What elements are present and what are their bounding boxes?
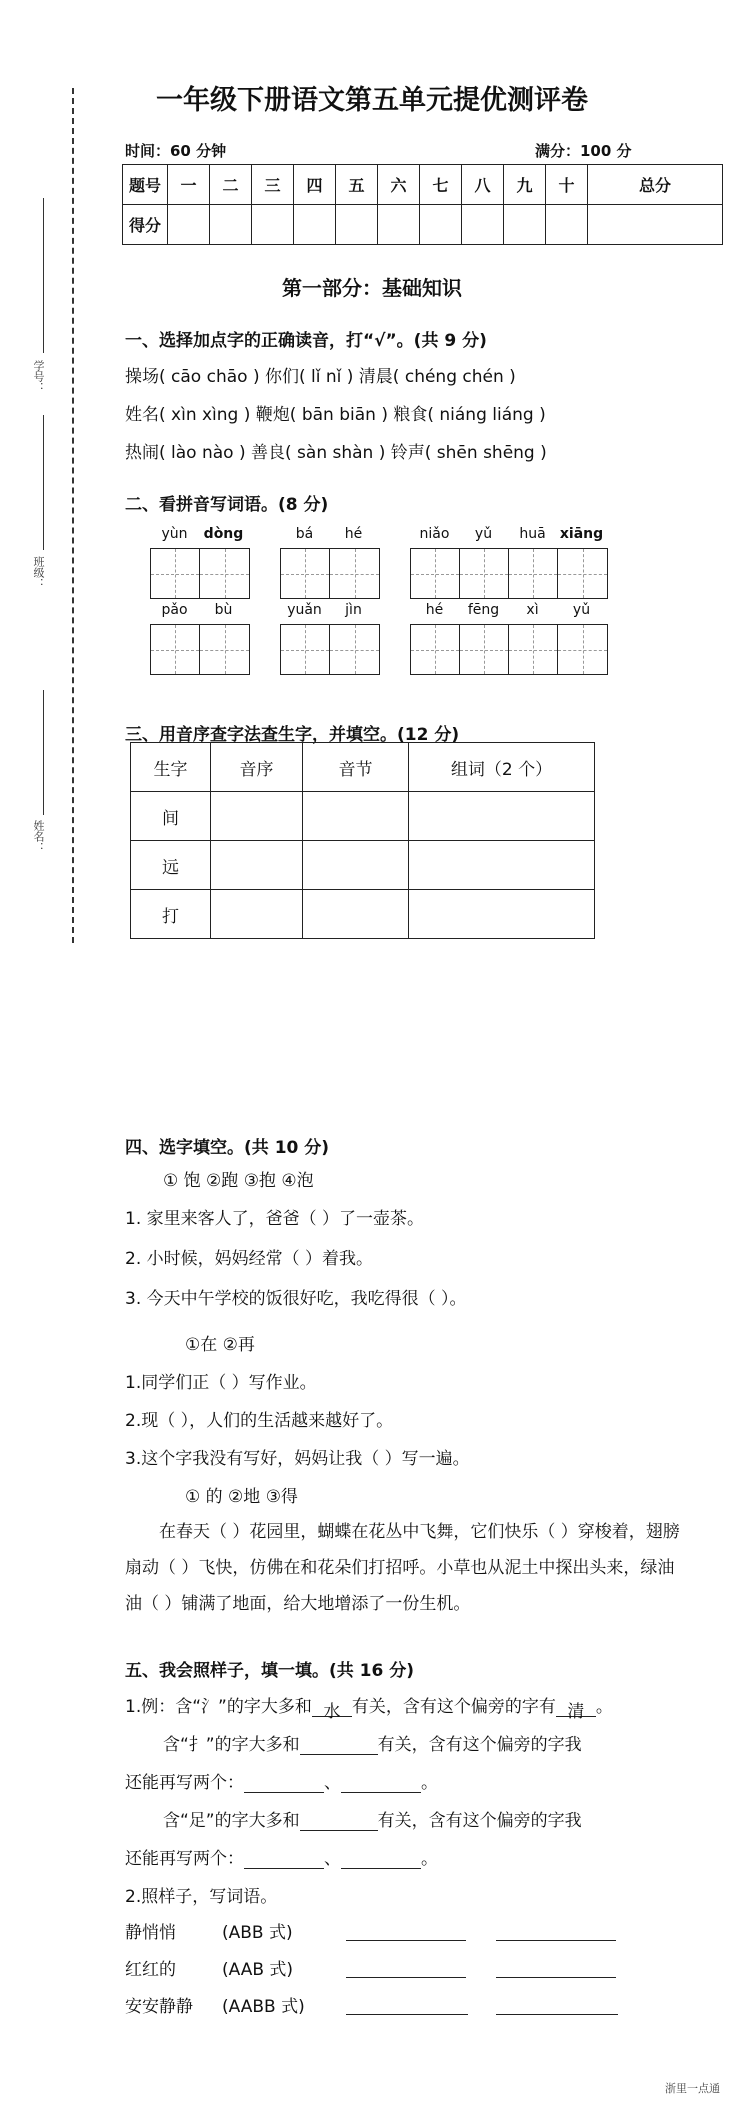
pinyin-row-2 [150, 602, 608, 675]
writing-box[interactable] [200, 549, 249, 598]
q5-text: 1.例：含“氵”的字大多和 [125, 1697, 312, 1717]
q4-sentence: 3.这个字我没有写好，妈妈让我（ ）写一遍。 [125, 1449, 470, 1469]
lookup-header-row [131, 743, 595, 792]
answer-line[interactable] [496, 1977, 616, 1978]
pinyin-text: hé [425, 602, 444, 618]
writing-box[interactable] [460, 549, 509, 598]
answer-cell[interactable] [409, 890, 595, 939]
lookup-row [131, 841, 595, 890]
pinyin-row-1 [150, 526, 608, 599]
writing-box[interactable] [509, 625, 558, 674]
answer-cell[interactable] [211, 890, 303, 939]
page-title: 一年级下册语文第五单元提优测评卷 [156, 85, 588, 116]
score-header-cell: 四 [294, 165, 336, 205]
answer-line[interactable] [496, 1940, 616, 1941]
q4-paragraph: 在春天（ ）花园里，蝴蝶在花丛中飞舞，它们快乐（ ）穿梭着，翅膀扇动（ ）飞快，仿佛在和花朵们打招呼。小草也从泥土中探出头来，绿油油（ ）铺满了地面，给大地增添了一份生机。 [125, 1522, 680, 1614]
pinyin-text: huā [519, 526, 546, 542]
part1-heading: 第一部分：基础知识 [282, 276, 462, 300]
writing-box[interactable] [509, 549, 558, 598]
q1-row: 姓名( xìn xìng ) 鞭炮( bān biān ) 粮食( niáng liáng ) [125, 405, 546, 425]
word-pattern: (AABB 式) [222, 1997, 305, 2017]
answer-cell[interactable] [303, 890, 409, 939]
name-label: 姓名： [32, 820, 45, 853]
lookup-row [131, 890, 595, 939]
lookup-table [130, 742, 595, 939]
writing-box[interactable] [200, 625, 249, 674]
pinyin-text: yǔ [474, 526, 493, 542]
pinyin-word [280, 526, 380, 599]
answer-blank[interactable] [244, 1773, 324, 1793]
q4-sentence: 2. 小时候，妈妈经常（ ）着我。 [125, 1249, 374, 1269]
pinyin-text: pǎo [161, 602, 188, 618]
q5-line [125, 1768, 438, 1793]
writing-box[interactable] [330, 549, 379, 598]
score-header-cell: 三 [252, 165, 294, 205]
answer-line[interactable] [496, 2014, 618, 2015]
answer-cell[interactable] [303, 841, 409, 890]
example-answer: 清 [556, 1697, 596, 1717]
answer-blank[interactable] [300, 1811, 378, 1831]
lookup-header: 音节 [303, 743, 409, 792]
example-word: 安安静静 [125, 1997, 193, 2017]
pinyin-text: dòng [203, 526, 244, 542]
writing-box[interactable] [460, 625, 509, 674]
score-header-cell: 八 [462, 165, 504, 205]
answer-line[interactable] [346, 1977, 466, 1978]
q4-options: ①在 ②再 [185, 1335, 255, 1355]
q5-sub-title: 2.照样子，写词语。 [125, 1887, 278, 1907]
pinyin-word [150, 526, 250, 599]
lookup-char: 间 [131, 792, 211, 841]
answer-cell[interactable] [409, 792, 595, 841]
answer-blank[interactable] [300, 1735, 378, 1755]
pinyin-word [280, 602, 380, 675]
example-answer: 水 [312, 1697, 352, 1717]
writing-box[interactable] [558, 549, 607, 598]
pinyin-text: yǔ [572, 602, 591, 618]
q5-text: 还能再写两个： [125, 1849, 244, 1869]
q5-line [125, 1844, 438, 1869]
class-line[interactable] [43, 415, 44, 550]
answer-cell[interactable] [303, 792, 409, 841]
q4-options: ① 饱 ②跑 ③抱 ④泡 [163, 1171, 314, 1191]
answer-blank[interactable] [341, 1849, 421, 1869]
q4-sentence: 1.同学们正（ ）写作业。 [125, 1373, 317, 1393]
pinyin-text: fēng [467, 602, 500, 618]
pinyin-word [150, 602, 250, 675]
example-word: 静悄悄 [125, 1923, 176, 1943]
q5-line [163, 1806, 582, 1831]
q5-text: 含“扌”的字大多和 [163, 1735, 300, 1755]
answer-blank[interactable] [341, 1773, 421, 1793]
lookup-char: 远 [131, 841, 211, 890]
pinyin-text: yuǎn [287, 602, 322, 618]
q4-sentence: 1. 家里来客人了，爸爸（ ）了一壶茶。 [125, 1209, 425, 1229]
q4-sentence: 3. 今天中午学校的饭很好吃，我吃得很（ ）。 [125, 1289, 467, 1309]
full-score: 满分：100 分 [535, 142, 632, 160]
lookup-char: 打 [131, 890, 211, 939]
pinyin-text: bá [295, 526, 314, 542]
score-cell[interactable] [252, 205, 294, 245]
writing-box[interactable] [151, 625, 200, 674]
pinyin-text: hé [344, 526, 363, 542]
score-header-cell: 九 [504, 165, 546, 205]
answer-blank[interactable] [244, 1849, 324, 1869]
q4-sentence: 2.现（ ），人们的生活越来越好了。 [125, 1411, 394, 1431]
answer-line[interactable] [346, 1940, 466, 1941]
name-line[interactable] [43, 690, 44, 815]
pinyin-text: xì [526, 602, 539, 618]
writing-box[interactable] [558, 625, 607, 674]
pinyin-word [410, 526, 608, 599]
writing-box[interactable] [330, 625, 379, 674]
q5-text: 、 [324, 1773, 341, 1793]
score-value-row [123, 205, 723, 245]
q4-options: ① 的 ②地 ③得 [185, 1487, 298, 1507]
q3-title: 三、用音序查字法查生字，并填空。(12 分) [125, 725, 460, 745]
score-cell[interactable] [336, 205, 378, 245]
word-pattern: (ABB 式) [222, 1923, 293, 1943]
q2-title: 二、看拼音写词语。(8 分) [125, 495, 329, 515]
score-cell[interactable] [294, 205, 336, 245]
example-word: 红红的 [125, 1960, 176, 1980]
binding-dash-line [72, 88, 74, 943]
lookup-header: 音序 [211, 743, 303, 792]
q5-title: 五、我会照样子，填一填。(共 16 分) [125, 1661, 415, 1681]
pinyin-text: bù [214, 602, 233, 618]
score-table [122, 164, 723, 245]
score-cell[interactable] [504, 205, 546, 245]
pinyin-text: niǎo [419, 526, 450, 542]
pinyin-word [410, 602, 608, 675]
lookup-header: 组词（2 个） [409, 743, 595, 792]
score-cell[interactable] [546, 205, 588, 245]
score-header-cell: 十 [546, 165, 588, 205]
answer-line[interactable] [346, 2014, 468, 2015]
q5-text: 、 [324, 1849, 341, 1869]
writing-box[interactable] [411, 549, 460, 598]
q1-row: 操场( cāo chāo ) 你们( lǐ nǐ ) 清晨( chéng chén ) [125, 367, 516, 387]
pinyin-text: yùn [161, 526, 188, 542]
exam-time: 时间：60 分钟 [125, 142, 227, 160]
score-header-cell: 六 [378, 165, 420, 205]
q5-text: 。 [421, 1849, 438, 1869]
score-cell[interactable] [462, 205, 504, 245]
pinyin-text: jìn [345, 602, 362, 618]
lookup-row [131, 792, 595, 841]
q5-text: 有关，含有这个偏旁的字有 [351, 1697, 556, 1717]
answer-cell[interactable] [409, 841, 595, 890]
writing-box[interactable] [151, 549, 200, 598]
score-row-label: 得分 [123, 205, 168, 245]
q5-text: 有关，含有这个偏旁的字我 [377, 1735, 582, 1755]
score-cell[interactable] [378, 205, 420, 245]
score-header-cell: 总分 [588, 165, 723, 205]
footer-watermark: 浙里一点通 [665, 2082, 720, 2095]
writing-box[interactable] [281, 625, 330, 674]
score-cell[interactable] [420, 205, 462, 245]
score-cell[interactable] [210, 205, 252, 245]
q1-title: 一、选择加点字的正确读音，打“√”。(共 9 分) [125, 331, 487, 351]
q4-title: 四、选字填空。(共 10 分) [125, 1138, 330, 1158]
lookup-header: 生字 [131, 743, 211, 792]
score-header-cell: 题号 [123, 165, 168, 205]
q5-text: 还能再写两个： [125, 1773, 244, 1793]
q5-text: 含“足”的字大多和 [163, 1811, 300, 1831]
score-header-cell: 五 [336, 165, 378, 205]
answer-cell[interactable] [211, 841, 303, 890]
score-cell[interactable] [588, 205, 723, 245]
pinyin-text: xiāng [559, 526, 604, 542]
class-label: 班级： [32, 556, 45, 589]
q5-line [163, 1730, 582, 1755]
writing-box[interactable] [411, 625, 460, 674]
score-header-row [123, 165, 723, 205]
writing-box[interactable] [281, 549, 330, 598]
q1-row: 热闹( lào nào ) 善良( sàn shàn ) 铃声( shēn shēng ) [125, 443, 547, 463]
q5-example [125, 1692, 613, 1722]
score-header-cell: 七 [420, 165, 462, 205]
q5-text: 。 [421, 1773, 438, 1793]
score-header-cell: 一 [168, 165, 210, 205]
answer-cell[interactable] [211, 792, 303, 841]
q5-text: 有关，含有这个偏旁的字我 [377, 1811, 582, 1831]
score-cell[interactable] [168, 205, 210, 245]
word-pattern: (AAB 式) [222, 1960, 294, 1980]
student-id-label: 学号： [32, 360, 45, 393]
q5-text: 。 [595, 1697, 613, 1717]
score-header-cell: 二 [210, 165, 252, 205]
